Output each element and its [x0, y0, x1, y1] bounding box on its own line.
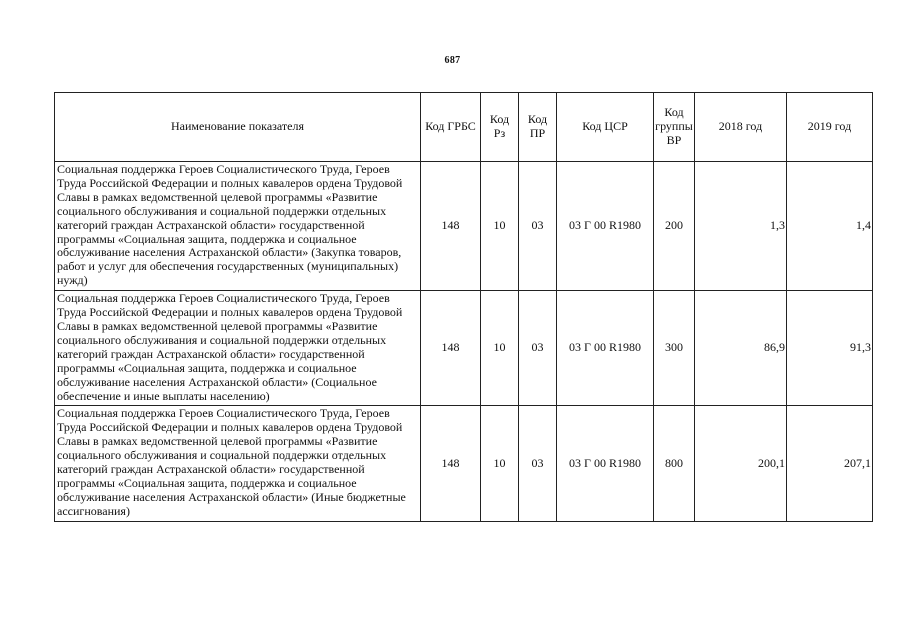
row-2019: 91,3	[787, 291, 873, 406]
row-2019: 1,4	[787, 162, 873, 291]
row-2018: 86,9	[695, 291, 787, 406]
header-rz-line2: Рз	[493, 126, 506, 140]
row-2018: 1,3	[695, 162, 787, 291]
row-vr: 200	[654, 162, 695, 291]
row-2019: 207,1	[787, 406, 873, 521]
row-2018: 200,1	[695, 406, 787, 521]
row-rz: 10	[481, 162, 519, 291]
row-pr: 03	[519, 406, 557, 521]
header-vr	[654, 93, 695, 162]
page-number: 687	[444, 55, 461, 66]
row-pr: 03	[519, 162, 557, 291]
header-pr	[519, 93, 557, 162]
row-vr: 300	[654, 291, 695, 406]
row-vr: 800	[654, 406, 695, 521]
row-name: Социальная поддержка Героев Социалистического Труда, Героев Труда Российской Федерации и полных кавалеров ордена Трудовой Славы в рамках ведомственной целевой программы «Развитие социального обслуживания и социальной поддержки отдельных категорий граждан Астраханской области» государственной программы «Социальная защита, поддержка и социальное обслуживание населения Астраханской области» (Иные бюджетные ассигнования)	[55, 406, 421, 521]
row-csr: 03 Г 00 R1980	[557, 162, 654, 291]
table-row	[55, 162, 873, 291]
header-name: Наименование показателя	[55, 93, 421, 162]
table-header-row	[55, 93, 873, 162]
row-name: Социальная поддержка Героев Социалистического Труда, Героев Труда Российской Федерации и полных кавалеров ордена Трудовой Славы в рамках ведомственной целевой программы «Развитие социального обслуживания и социальной поддержки отдельных категорий граждан Астраханской области» государственной программы «Социальная защита, поддержка и социальное обслуживание населения Астраханской области» (Социальное обеспечение и иные выплаты населению)	[55, 291, 421, 406]
header-vr-line3: ВР	[666, 132, 682, 147]
header-rz	[481, 93, 519, 162]
table-row	[55, 291, 873, 406]
header-pr-line1: Код	[527, 112, 548, 127]
table-row	[55, 406, 873, 521]
row-grbs: 148	[421, 162, 481, 291]
row-csr: 03 Г 00 R1980	[557, 291, 654, 406]
header-vr-line1: Код	[664, 105, 684, 120]
row-csr: 03 Г 00 R1980	[557, 406, 654, 521]
row-rz: 10	[481, 291, 519, 406]
row-rz: 10	[481, 406, 519, 521]
row-grbs: 148	[421, 291, 481, 406]
header-csr: Код ЦСР	[557, 93, 654, 162]
row-pr: 03	[519, 291, 557, 406]
header-2019: 2019 год	[787, 93, 873, 162]
header-pr-line2: ПР	[529, 126, 546, 140]
header-grbs: Код ГРБС	[421, 93, 481, 162]
header-rz-line1: Код	[489, 112, 510, 127]
budget-table	[54, 92, 873, 522]
row-grbs: 148	[421, 406, 481, 521]
header-2018: 2018 год	[695, 93, 787, 162]
row-name: Социальная поддержка Героев Социалистического Труда, Героев Труда Российской Федерации и полных кавалеров ордена Трудовой Славы в рамках ведомственной целевой программы «Развитие социального обслуживания и социальной поддержки отдельных категорий граждан Астраханской области» государственной программы «Социальная защита, поддержка и социальное обслуживание населения Астраханской области» (Закупка товаров, работ и услуг для обеспечения государственных (муниципальных) нужд)	[55, 162, 421, 291]
header-vr-line2: группы	[655, 119, 693, 134]
